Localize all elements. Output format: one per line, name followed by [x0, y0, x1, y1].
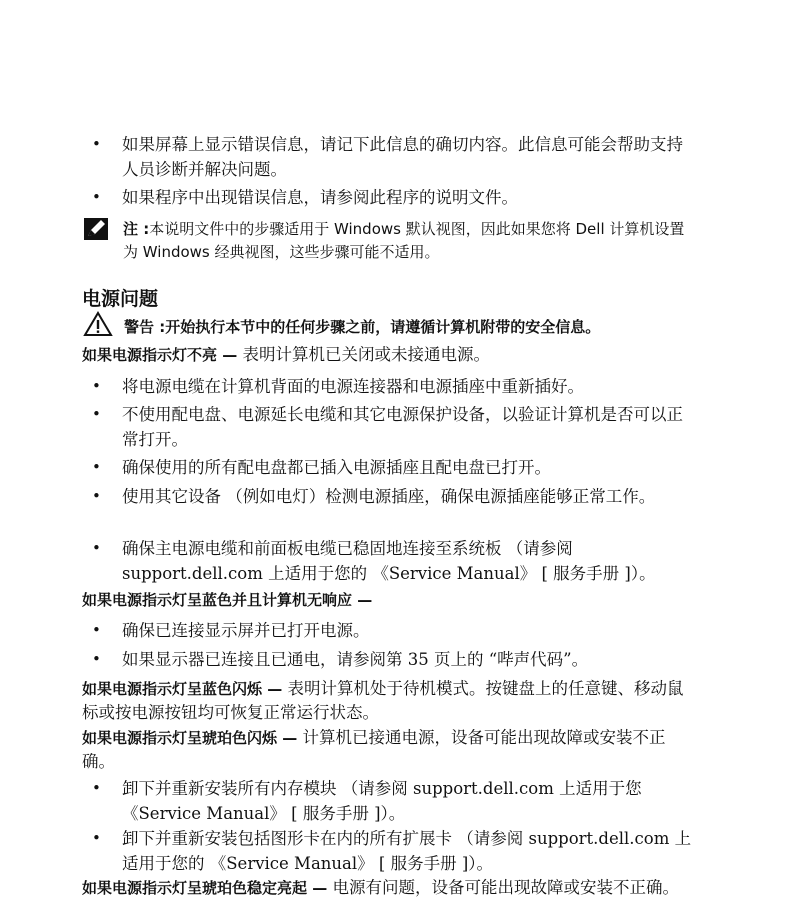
bullet-text: 如果显示器已连接且已通电，请参阅第 35 页上的 “哔声代码”。: [122, 650, 589, 669]
bullet-marker: •: [92, 779, 101, 797]
warning-triangle-icon: [83, 311, 113, 337]
bullet-text: 如果程序中出现错误信息，请参阅此程序的说明文件。: [122, 188, 518, 207]
bullet-marker: •: [92, 487, 101, 505]
case-power-light-amber-solid: [82, 876, 692, 900]
case-desc: 表明计算机处于待机模式。按键盘上的任意键、移动鼠标或按电源按钮均可恢复正常运行状态。: [82, 679, 684, 722]
warning-block: [124, 316, 600, 338]
case-power-light-amber-blinking: [82, 726, 692, 774]
case-title: 如果电源指示灯呈蓝色闪烁 —: [82, 680, 283, 698]
bullet-marker: •: [92, 405, 101, 423]
bullet-marker: •: [92, 377, 101, 395]
case-title: 如果电源指示灯不亮 —: [82, 346, 238, 364]
bullet-marker: •: [92, 621, 101, 639]
note-block: [123, 218, 698, 264]
bullet-text: 确保已连接显示屏并已打开电源。: [122, 621, 370, 640]
bullet-text: 确保主电源电缆和前面板电缆已稳固地连接至系统板 （请参阅 support.dell.com 上适用于您的 《Service Manual》 [ 服务手册 ]）。: [122, 539, 656, 583]
warning-text: 开始执行本节中的任何步骤之前，请遵循计算机附带的安全信息。: [165, 318, 601, 336]
case-title: 如果电源指示灯呈琥珀色闪烁 —: [82, 729, 298, 747]
bullet-text: 使用其它设备 （例如电灯）检测电源插座，确保电源插座能够正常工作。: [122, 487, 656, 506]
case-title: 如果电源指示灯呈蓝色并且计算机无响应 —: [82, 591, 373, 609]
bullet-marker: •: [92, 188, 101, 206]
bullet-marker: •: [92, 650, 101, 668]
case-power-light-off: [82, 343, 692, 367]
bullet-text: 卸下并重新安装包括图形卡在内的所有扩展卡 （请参阅 support.dell.com 上适用于您的 《Service Manual》 [ 服务手册 ]）。: [122, 829, 692, 873]
note-label: 注 :: [123, 220, 150, 238]
bullet-text: 将电源电缆在计算机背面的电源连接器和电源插座中重新插好。: [122, 377, 584, 396]
note-text: 本说明文件中的步骤适用于 Windows 默认视图，因此如果您将 Dell 计算机设置为 Windows 经典视图，这些步骤可能不适用。: [123, 220, 685, 261]
warning-label: 警告 :: [124, 318, 166, 336]
case-power-light-blue-no-response: [82, 588, 692, 612]
bullet-marker: •: [92, 135, 101, 153]
bullet-text: 不使用配电盘、电源延长电缆和其它电源保护设备，以验证计算机是否可以正常打开。: [122, 405, 683, 449]
case-desc: 表明计算机已关闭或未接通电源。: [242, 345, 490, 364]
section-title: 电源问题: [82, 288, 159, 310]
bullet-text: 卸下并重新安装所有内存模块 （请参阅 support.dell.com 上适用于您 《Service Manual》 [ 服务手册 ]）。: [122, 779, 647, 823]
case-power-light-blue-blinking: [82, 677, 692, 725]
bullet-marker: •: [92, 458, 101, 476]
bullet-marker: •: [92, 539, 101, 557]
case-desc: 电源有问题，设备可能出现故障或安装不正确。: [332, 878, 679, 897]
case-desc: 计算机已接通电源，设备可能出现故障或安装不正确。: [82, 728, 666, 771]
bullet-text: 如果屏幕上显示错误信息，请记下此信息的确切内容。此信息可能会帮助支持人员诊断并解决问题。: [122, 135, 683, 179]
bullet-text: 确保使用的所有配电盘都已插入电源插座且配电盘已打开。: [122, 458, 551, 477]
note-pencil-icon: [84, 218, 108, 240]
bullet-marker: •: [92, 829, 101, 847]
case-title: 如果电源指示灯呈琥珀色稳定亮起 —: [82, 879, 328, 897]
